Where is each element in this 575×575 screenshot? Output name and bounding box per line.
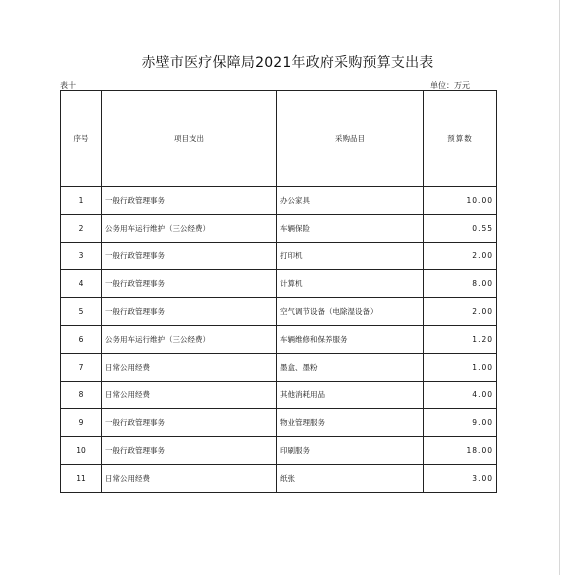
table-row (61, 437, 497, 465)
cell-index: 10 (61, 437, 102, 465)
table-row (61, 353, 497, 381)
cell-item: 一般行政管理事务 (102, 409, 277, 437)
header-amount: 预算数 (424, 91, 497, 187)
document-title: 赤壁市医疗保障局2021年政府采购预算支出表 (141, 55, 434, 71)
cell-amount: 3.00 (424, 464, 497, 492)
cell-item: 一般行政管理事务 (102, 270, 277, 298)
cell-amount: 2.00 (424, 298, 497, 326)
cell-procurement: 纸张 (277, 464, 424, 492)
table-row (61, 214, 497, 242)
table-row (61, 464, 497, 492)
cell-procurement: 打印机 (277, 242, 424, 270)
cell-index: 6 (61, 325, 102, 353)
cell-index: 8 (61, 381, 102, 409)
cell-item: 一般行政管理事务 (102, 437, 277, 465)
cell-item: 一般行政管理事务 (102, 298, 277, 326)
table-row (61, 409, 497, 437)
cell-amount: 9.00 (424, 409, 497, 437)
table-number: 表十 (60, 81, 76, 90)
header-item: 项目支出 (102, 91, 277, 187)
cell-item: 日常公用经费 (102, 381, 277, 409)
cell-amount: 1.00 (424, 353, 497, 381)
cell-item: 一般行政管理事务 (102, 187, 277, 215)
cell-amount: 8.00 (424, 270, 497, 298)
cell-procurement: 计算机 (277, 270, 424, 298)
budget-table (60, 90, 497, 493)
cell-index: 4 (61, 270, 102, 298)
table-row (61, 325, 497, 353)
cell-procurement: 空气调节设备（电除湿设备） (277, 298, 424, 326)
cell-amount: 2.00 (424, 242, 497, 270)
cell-item: 日常公用经费 (102, 464, 277, 492)
cell-index: 7 (61, 353, 102, 381)
cell-procurement: 其他消耗用品 (277, 381, 424, 409)
cell-procurement: 车辆保险 (277, 214, 424, 242)
table-row (61, 298, 497, 326)
cell-amount: 0.55 (424, 214, 497, 242)
cell-index: 5 (61, 298, 102, 326)
cell-item: 日常公用经费 (102, 353, 277, 381)
cell-item: 公务用车运行维护（三公经费） (102, 214, 277, 242)
cell-index: 9 (61, 409, 102, 437)
table-row (61, 242, 497, 270)
cell-amount: 18.00 (424, 437, 497, 465)
table-row (61, 270, 497, 298)
cell-procurement: 车辆维修和保养服务 (277, 325, 424, 353)
header-index: 序号 (61, 91, 102, 187)
header-procurement: 采购品目 (277, 91, 424, 187)
table-header-row (61, 91, 497, 187)
cell-item: 公务用车运行维护（三公经费） (102, 325, 277, 353)
cell-index: 3 (61, 242, 102, 270)
cell-index: 1 (61, 187, 102, 215)
cell-procurement: 办公家具 (277, 187, 424, 215)
cell-procurement: 物业管理服务 (277, 409, 424, 437)
cell-item: 一般行政管理事务 (102, 242, 277, 270)
cell-amount: 1.20 (424, 325, 497, 353)
cell-index: 11 (61, 464, 102, 492)
page-edge (559, 0, 560, 575)
cell-amount: 10.00 (424, 187, 497, 215)
table-row (61, 381, 497, 409)
cell-index: 2 (61, 214, 102, 242)
table-row (61, 187, 497, 215)
cell-amount: 4.00 (424, 381, 497, 409)
unit-label: 单位：万元 (430, 81, 470, 90)
cell-procurement: 印刷服务 (277, 437, 424, 465)
cell-procurement: 墨盒、墨粉 (277, 353, 424, 381)
